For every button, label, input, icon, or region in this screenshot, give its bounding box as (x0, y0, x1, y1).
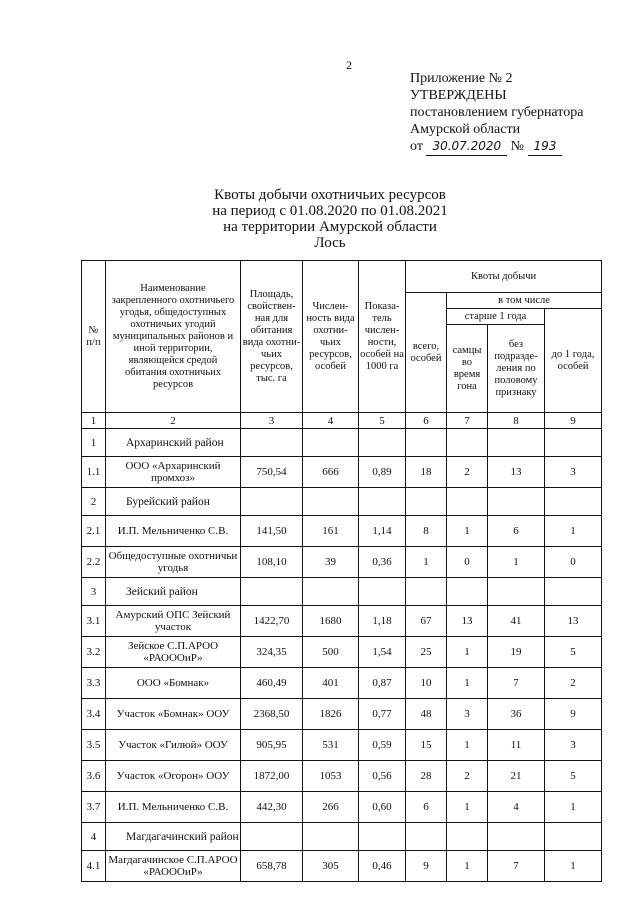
cell-count: 1053 (303, 761, 359, 792)
title-line-2: на период с 01.08.2020 по 01.08.2021 (212, 203, 448, 219)
header-area: Площадь, свойствен-ная для обитания вида охотни-чьих ресурсов, тыс. га (241, 261, 303, 413)
cell-count (303, 578, 359, 606)
cell-area: 2368,50 (241, 699, 303, 730)
cell-total (406, 823, 447, 851)
cell-total: 6 (406, 792, 447, 823)
cell-index: 0,56 (359, 761, 406, 792)
cell-name: И.П. Мельниченко С.В. (106, 516, 241, 547)
district-row (82, 429, 602, 457)
cell-males: 1 (447, 851, 488, 882)
page-number: 2 (346, 58, 352, 72)
cell-num: 3.1 (82, 606, 106, 637)
cell-num: 3.4 (82, 699, 106, 730)
column-number-row (82, 413, 602, 429)
cell-males (447, 823, 488, 851)
cell-count: 266 (303, 792, 359, 823)
cell-males: 0 (447, 547, 488, 578)
decree-date: 30.07.2020 (426, 138, 507, 156)
cell-total: 1 (406, 547, 447, 578)
cell-males: 1 (447, 668, 488, 699)
cell-nosex (488, 578, 545, 606)
cell-total: 18 (406, 457, 447, 488)
cell-num: 1 (82, 429, 106, 457)
cell-total (406, 488, 447, 516)
cell-index (359, 823, 406, 851)
header-older: старше 1 года (447, 309, 545, 325)
table-row (82, 668, 602, 699)
cell-nosex: 7 (488, 668, 545, 699)
cell-area: 658,78 (241, 851, 303, 882)
cell-nosex (488, 823, 545, 851)
cell-total (406, 578, 447, 606)
cell-males (447, 578, 488, 606)
column-number: 5 (359, 413, 406, 429)
cell-num: 3.3 (82, 668, 106, 699)
cell-num: 3 (82, 578, 106, 606)
title-line-3: на территории Амурской области (223, 219, 437, 235)
cell-young: 9 (545, 699, 602, 730)
table-row (82, 516, 602, 547)
cell-total (406, 429, 447, 457)
cell-area: 460,49 (241, 668, 303, 699)
decree-number: 193 (528, 138, 563, 156)
cell-young (545, 429, 602, 457)
cell-area: 442,30 (241, 792, 303, 823)
cell-num: 4 (82, 823, 106, 851)
header-total: всего, особей (406, 293, 447, 413)
cell-index: 0,87 (359, 668, 406, 699)
cell-young: 5 (545, 637, 602, 668)
document-title (0, 187, 640, 251)
cell-area: 1422,70 (241, 606, 303, 637)
cell-count: 666 (303, 457, 359, 488)
cell-nosex: 1 (488, 547, 545, 578)
cell-index: 0,59 (359, 730, 406, 761)
cell-count: 531 (303, 730, 359, 761)
cell-young: 3 (545, 457, 602, 488)
cell-area: 905,95 (241, 730, 303, 761)
cell-area (241, 429, 303, 457)
table-row (82, 851, 602, 882)
cell-young (545, 488, 602, 516)
cell-males: 2 (447, 457, 488, 488)
cell-name: Бурейский район (106, 488, 241, 516)
cell-young: 5 (545, 761, 602, 792)
cell-index (359, 488, 406, 516)
title-line-1: Квоты добычи охотничьих ресурсов (214, 187, 446, 203)
cell-nosex: 13 (488, 457, 545, 488)
cell-index: 0,46 (359, 851, 406, 882)
table-row (82, 730, 602, 761)
number-prefix: № (510, 139, 525, 154)
cell-young: 1 (545, 851, 602, 882)
cell-index: 0,89 (359, 457, 406, 488)
district-row (82, 578, 602, 606)
cell-total: 9 (406, 851, 447, 882)
quota-table (81, 260, 602, 882)
cell-nosex: 7 (488, 851, 545, 882)
cell-index: 1,54 (359, 637, 406, 668)
cell-count: 161 (303, 516, 359, 547)
cell-name: Участок «Бомнак» ООУ (106, 699, 241, 730)
cell-count (303, 488, 359, 516)
cell-young: 0 (545, 547, 602, 578)
cell-young (545, 578, 602, 606)
cell-num: 4.1 (82, 851, 106, 882)
cell-count (303, 429, 359, 457)
cell-num: 3.2 (82, 637, 106, 668)
cell-num: 3.5 (82, 730, 106, 761)
cell-males: 1 (447, 730, 488, 761)
cell-index: 0,77 (359, 699, 406, 730)
column-number: 8 (488, 413, 545, 429)
cell-area (241, 578, 303, 606)
cell-nosex: 11 (488, 730, 545, 761)
table-row (82, 606, 602, 637)
cell-nosex: 6 (488, 516, 545, 547)
cell-count: 500 (303, 637, 359, 668)
column-number: 2 (106, 413, 241, 429)
column-number: 6 (406, 413, 447, 429)
title-species: Лось (314, 235, 346, 251)
cell-count: 39 (303, 547, 359, 578)
cell-area: 108,10 (241, 547, 303, 578)
cell-name: Участок «Гилюй» ООУ (106, 730, 241, 761)
cell-young: 3 (545, 730, 602, 761)
cell-index: 1,18 (359, 606, 406, 637)
column-number: 7 (447, 413, 488, 429)
cell-area: 324,35 (241, 637, 303, 668)
header-name: Наименование закрепленного охотничьего угодья, общедоступных охотничьих угодий муниципальных районов и иной территории, являющейся средой обитания охотничьих ресурсов (106, 261, 241, 413)
cell-nosex (488, 429, 545, 457)
cell-name: ООО «Бомнак» (106, 668, 241, 699)
column-number: 1 (82, 413, 106, 429)
cell-area: 141,50 (241, 516, 303, 547)
cell-name: Зейское С.П.АРОО «РАОООиР» (106, 637, 241, 668)
cell-name: Магдагачинское С.П.АРОО «РАОООиР» (106, 851, 241, 882)
cell-nosex: 21 (488, 761, 545, 792)
table-row (82, 792, 602, 823)
cell-name: Архаринский район (106, 429, 241, 457)
cell-males: 1 (447, 516, 488, 547)
cell-young: 1 (545, 792, 602, 823)
cell-count: 401 (303, 668, 359, 699)
cell-males (447, 488, 488, 516)
region-label: Амурской области (410, 122, 521, 137)
cell-num: 3.6 (82, 761, 106, 792)
cell-total: 25 (406, 637, 447, 668)
cell-young: 2 (545, 668, 602, 699)
header-index: Показа-тель числен-ности, особей на 1000 га (359, 261, 406, 413)
cell-young: 13 (545, 606, 602, 637)
decree-date-line (410, 138, 583, 156)
table-row (82, 699, 602, 730)
cell-total: 8 (406, 516, 447, 547)
cell-area (241, 823, 303, 851)
cell-count (303, 823, 359, 851)
column-number: 9 (545, 413, 602, 429)
cell-males: 2 (447, 761, 488, 792)
cell-num: 2 (82, 488, 106, 516)
header-including: в том числе (447, 293, 602, 309)
header-quota: Квоты добычи (406, 261, 602, 293)
header-num: № п/п (82, 261, 106, 413)
cell-name: Общедоступные охотничьи угодья (106, 547, 241, 578)
column-number: 3 (241, 413, 303, 429)
table-row (82, 457, 602, 488)
table-row (82, 637, 602, 668)
cell-index: 0,60 (359, 792, 406, 823)
cell-nosex: 4 (488, 792, 545, 823)
cell-males: 3 (447, 699, 488, 730)
cell-total: 28 (406, 761, 447, 792)
cell-count: 1680 (303, 606, 359, 637)
header-young: до 1 года, особей (545, 309, 602, 413)
cell-area: 750,54 (241, 457, 303, 488)
header-nosex: без подразде-ления по половому признаку (488, 325, 545, 413)
cell-area (241, 488, 303, 516)
approved-label: УТВЕРЖДЕНЫ (410, 88, 507, 103)
cell-name: Участок «Огорон» ООУ (106, 761, 241, 792)
cell-total: 48 (406, 699, 447, 730)
cell-num: 1.1 (82, 457, 106, 488)
appendix-title: Приложение № 2 (410, 71, 513, 86)
cell-males: 1 (447, 792, 488, 823)
cell-num: 2.1 (82, 516, 106, 547)
appendix-block (410, 70, 583, 156)
cell-index: 0,36 (359, 547, 406, 578)
column-number: 4 (303, 413, 359, 429)
cell-count: 305 (303, 851, 359, 882)
cell-males (447, 429, 488, 457)
cell-nosex (488, 488, 545, 516)
header-males: самцы во время гона (447, 325, 488, 413)
cell-name: И.П. Мельниченко С.В. (106, 792, 241, 823)
table-row (82, 547, 602, 578)
cell-nosex: 19 (488, 637, 545, 668)
table-row (82, 761, 602, 792)
cell-name: Зейский район (106, 578, 241, 606)
cell-name: ООО «Архаринский промхоз» (106, 457, 241, 488)
decree-label: постановлением губернатора (410, 105, 584, 120)
cell-area: 1872,00 (241, 761, 303, 792)
cell-young (545, 823, 602, 851)
cell-count: 1826 (303, 699, 359, 730)
cell-num: 2.2 (82, 547, 106, 578)
cell-index: 1,14 (359, 516, 406, 547)
cell-name: Магдагачинский район (106, 823, 241, 851)
district-row (82, 823, 602, 851)
cell-nosex: 36 (488, 699, 545, 730)
cell-males: 1 (447, 637, 488, 668)
header-count: Числен-ность вида охотни-чьих ресурсов, особей (303, 261, 359, 413)
cell-index (359, 429, 406, 457)
cell-total: 15 (406, 730, 447, 761)
cell-nosex: 41 (488, 606, 545, 637)
cell-total: 10 (406, 668, 447, 699)
cell-name: Амурский ОПС Зейский участок (106, 606, 241, 637)
date-prefix: от (410, 139, 423, 154)
district-row (82, 488, 602, 516)
cell-males: 13 (447, 606, 488, 637)
cell-young: 1 (545, 516, 602, 547)
cell-num: 3.7 (82, 792, 106, 823)
cell-total: 67 (406, 606, 447, 637)
cell-index (359, 578, 406, 606)
